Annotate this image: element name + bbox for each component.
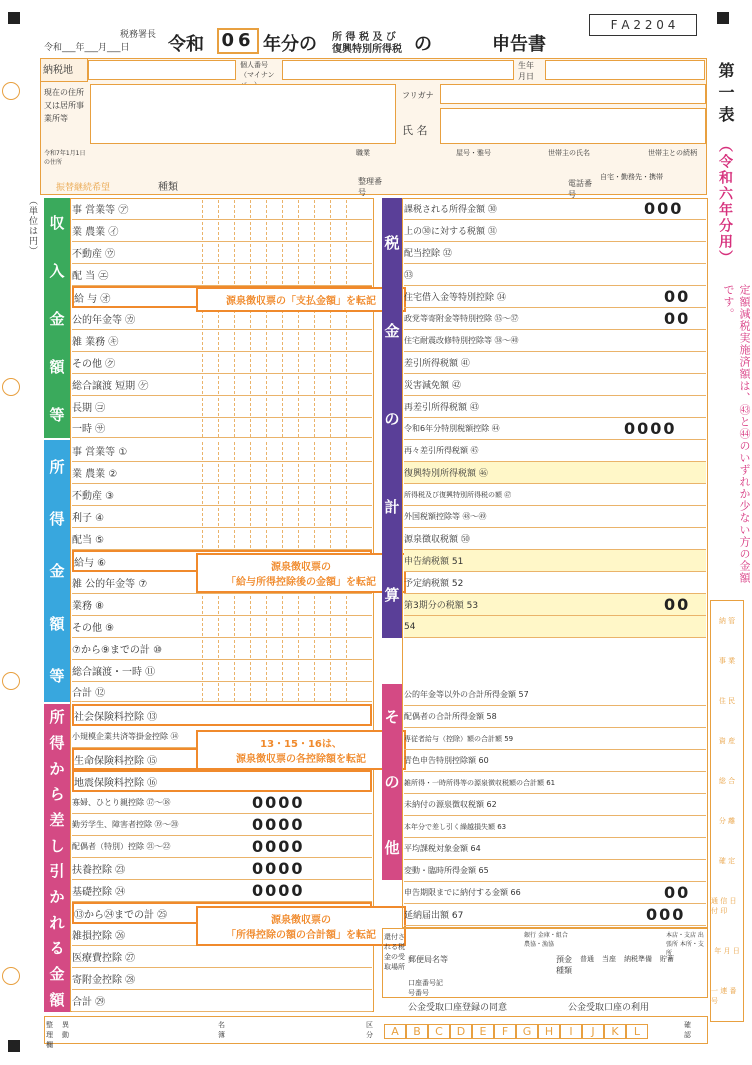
sonota-band: そ の 他	[382, 684, 402, 880]
zero-digits: 00	[664, 309, 691, 328]
kojo-row[interactable]: 雑損控除 ㉖	[72, 924, 372, 946]
registration-mark-tl	[8, 12, 20, 24]
zeikin-row[interactable]: 予定納税額 52	[404, 572, 706, 594]
zeikin-row[interactable]: 災害減免額 ㊷	[404, 374, 706, 396]
furigana-field[interactable]	[440, 84, 706, 104]
zero-digits: 0000	[252, 881, 305, 900]
shotoku-row[interactable]: 雑 公的年金等 ⑦	[72, 572, 372, 594]
zeikin-row[interactable]: 外国税額控除等 ㊽〜㊾	[404, 506, 706, 528]
kojo-row[interactable]: 基礎控除 ㉔ 0000	[72, 880, 372, 902]
shotoku-band: 所 得 金 額 等	[44, 440, 70, 702]
zeikin-row[interactable]: 54	[404, 616, 706, 638]
kojo-row[interactable]: 生命保険料控除 ⑮	[72, 748, 372, 770]
koza-label: 口座番号記号番号	[408, 979, 443, 997]
callout-payment-amount: 源泉徴収票の「支払金額」を転記	[196, 287, 406, 312]
shotoku-row[interactable]: ⑦から⑨までの計 ⑩	[72, 638, 372, 660]
current-address-field[interactable]	[90, 84, 396, 144]
side-year: （令和六年分用）	[717, 138, 733, 266]
zero-digits: 0000	[252, 837, 305, 856]
income-row[interactable]: その他 ㋗	[72, 352, 372, 374]
shotoku-row[interactable]: その他 ⑨	[72, 616, 372, 638]
phone-label: 電話番号	[568, 179, 592, 199]
zeikin-row[interactable]: 再差引所得税額 ㊸	[404, 396, 706, 418]
zeikin-row[interactable]: 源泉徴収税額 ㊿	[404, 528, 706, 550]
sonota-row[interactable]: 青色申告特別控除額 60	[404, 750, 706, 772]
zero-digits: 0000	[624, 419, 677, 438]
income-row-salary[interactable]: 給 与 ㋔	[72, 286, 372, 308]
income-row[interactable]: 雑 業務 ㋖	[72, 330, 372, 352]
job-label: 職業	[356, 149, 370, 157]
sonota-row[interactable]: 申告期限までに納付する金額 66 00	[404, 882, 706, 904]
sonota-row[interactable]: 雑所得・一時所得等の源泉徴収税額の合計額 61	[404, 772, 706, 794]
kojo-row[interactable]: 社会保険料控除 ⑬	[72, 704, 372, 726]
shotoku-row[interactable]: 事 営業等 ①	[72, 440, 372, 462]
zeikin-row[interactable]: 住宅借入金等特別控除 ㉞ 00	[404, 286, 706, 308]
shotoku-row[interactable]: 業 農業 ②	[72, 462, 372, 484]
koukin-consent[interactable]: 公金受取口座登録の同意	[408, 1003, 508, 1013]
kojo-row[interactable]: ⑬から㉔までの計 ㉕	[72, 902, 372, 924]
registration-mark-tr	[717, 12, 729, 24]
shop-label: 屋号・雅号	[456, 149, 491, 157]
furigana-label: フリガナ	[402, 91, 434, 100]
income-row[interactable]: 事 営業等 ㋐	[72, 198, 372, 220]
tax-office-label: 税務署長	[120, 30, 157, 40]
sonota-row[interactable]: 本年分で差し引く繰越損失額 63	[404, 816, 706, 838]
zero-digits: 000	[644, 199, 684, 218]
birthdate-field[interactable]	[545, 60, 705, 80]
furikae-label: 振替継続希望	[56, 183, 111, 193]
office-strip: 納 管 事 業 住 民 資 産 総 合 分 離 確 定 通 信 日 付 印 年 月 日 一 連 番 号	[710, 600, 744, 1022]
zero-digits: 000	[646, 905, 686, 924]
sonota-row[interactable]: 平均課税対象金額 64	[404, 838, 706, 860]
zeikin-row[interactable]: 所得税及び復興特別所得税の額 ㊼	[404, 484, 706, 506]
name-label: 氏 名	[402, 124, 428, 137]
yokin-types[interactable]: 普通 当座 納税準備 貯蓄	[580, 955, 674, 963]
kojo-row[interactable]: 扶養控除 ㉓ 0000	[72, 858, 372, 880]
shotoku-row[interactable]: 総合譲渡・一時 ⑪	[72, 660, 372, 682]
zero-digits: 00	[664, 287, 691, 306]
zeikin-row[interactable]: 政党等寄附金等特別控除 ㉟〜㊲ 00	[404, 308, 706, 330]
relation-label: 世帯主との続柄	[648, 149, 697, 157]
income-row[interactable]: 公的年金等 ㋕	[72, 308, 372, 330]
unit-label: （単位は円）	[27, 196, 37, 256]
head-label: 世帯主の氏名	[548, 149, 590, 157]
submission-date: 令和___年___月___日	[44, 43, 130, 53]
title-no: の	[414, 34, 432, 55]
zero-digits: 00	[664, 883, 691, 902]
punch-hole	[2, 967, 20, 985]
refund-label: 還付される税金の受取場所	[384, 933, 405, 971]
zeikin-row[interactable]: 第3期分の税額 53 00	[404, 594, 706, 616]
kojo-row[interactable]: 合計 ㉙	[72, 990, 372, 1012]
seiri-label: 整理番号	[358, 177, 382, 197]
ido-label: 異動	[62, 1021, 69, 1039]
zeikin-row[interactable]: 上の㉚に対する税額 ㉛	[404, 220, 706, 242]
meibo-label: 名簿	[218, 1021, 225, 1039]
side-title: 第一表	[716, 62, 735, 128]
tax-year-box[interactable]: 06	[217, 28, 259, 54]
zeikin-row[interactable]: 復興特別所得税額 ㊻	[404, 462, 706, 484]
birthdate-label: 生年月日	[518, 61, 534, 81]
income-row[interactable]: 総合譲渡 短期 ㋘	[72, 374, 372, 396]
kojo-band: 所 得 か ら 差 し 引 か れ る 金 額	[44, 704, 70, 1012]
postal-code-field[interactable]	[88, 60, 236, 80]
name-field[interactable]	[440, 108, 706, 144]
year-suffix: 年分の	[263, 34, 317, 55]
zeikin-row[interactable]: 配当控除 ㉜	[404, 242, 706, 264]
zeikin-row[interactable]: 差引所得税額 ㊶	[404, 352, 706, 374]
phone-type: 自宅・勤務先・携帯	[600, 173, 663, 181]
shotoku-row[interactable]: 配当 ⑤	[72, 528, 372, 550]
kojo-row[interactable]: 寄附金控除 ㉘	[72, 968, 372, 990]
zeikin-band: 税 金 の 計 算	[382, 198, 402, 638]
yokin-label: 預金種類	[556, 955, 572, 975]
income-row[interactable]: 配 当 ㋓	[72, 264, 372, 286]
zeikin-row[interactable]: 住宅耐震改修特別控除等 ㊳〜㊵	[404, 330, 706, 352]
shotoku-row[interactable]: 業務 ⑧	[72, 594, 372, 616]
income-row[interactable]: 長期 ㋙	[72, 396, 372, 418]
bank-label: 銀行 金庫・組合 農協・漁協	[524, 932, 568, 948]
kojo-row[interactable]: 地震保険料控除 ⑯	[72, 770, 372, 792]
zero-digits: 0000	[252, 815, 305, 834]
kojo-row[interactable]: 小規模企業共済等掛金控除 ⑭	[72, 726, 372, 748]
zero-digits: 0000	[252, 793, 305, 812]
kojo-row[interactable]: 勤労学生、障害者控除 ⑲〜⑳ 0000	[72, 814, 372, 836]
kakunin-label: 確認	[684, 1021, 691, 1039]
punch-hole	[2, 82, 20, 100]
tax-type-line2: 復興特別所得税	[332, 44, 402, 55]
shotoku-row[interactable]: 合計 ⑫	[72, 682, 372, 702]
kind-label: 種類	[158, 182, 178, 193]
koukin-use[interactable]: 公金受取口座の利用	[568, 1003, 650, 1013]
kojo-row[interactable]: 寡婦、ひとり親控除 ⑰〜⑱ 0000	[72, 792, 372, 814]
current-address-label: 現在の住所又は居所事業所等	[44, 88, 84, 123]
shotoku-row[interactable]: 不動産 ③	[72, 484, 372, 506]
sonota-row[interactable]: 延納届出額 67 000	[404, 904, 706, 926]
page-title: 申告書	[492, 34, 546, 55]
kojo-row[interactable]: 医療費控除 ㉗	[72, 946, 372, 968]
form-code: F A 2 2 0 4	[589, 14, 697, 36]
zeikin-row[interactable]: 課税される所得金額 ㉚ 000	[404, 198, 706, 220]
address-label: 納税地	[40, 58, 88, 82]
income-row[interactable]: 一時 ㋚	[72, 418, 372, 438]
sonota-row[interactable]: 配偶者の合計所得金額 58	[404, 706, 706, 728]
sonota-row[interactable]: 専従者給与（控除）額の合計額 59	[404, 728, 706, 750]
punch-hole	[2, 378, 20, 396]
zeikin-row[interactable]: ㉝	[404, 264, 706, 286]
registration-mark-bl	[8, 1040, 20, 1052]
yubin-label: 郵便局名等	[408, 955, 448, 964]
callout-salary-income: 源泉徴収票の 「給与所得控除後の金額」を転記	[196, 553, 406, 593]
sonota-row[interactable]: 変動・臨時所得金額 65	[404, 860, 706, 882]
sonota-row[interactable]: 公的年金等以外の合計所得金額 57	[404, 684, 706, 706]
jan1-address-label: 令和7年1月1日の住所	[44, 150, 86, 166]
kubun-label: 区分	[366, 1021, 373, 1039]
mynumber-label: 個人番号（マイナン	[240, 61, 275, 79]
income-row[interactable]: 業 農業 ㋑	[72, 220, 372, 242]
zero-digits: 00	[664, 595, 691, 614]
shotoku-row-salary[interactable]: 給与 ⑥	[72, 550, 372, 572]
seiri-strip-label: 整理欄	[46, 1021, 53, 1049]
sonota-row[interactable]: 未納付の源泉徴収税額 62	[404, 794, 706, 816]
reiwa-label: 令和	[168, 34, 204, 55]
kubun-letters[interactable]: A B C D E F G H I J K L	[384, 1024, 648, 1039]
zeikin-row[interactable]: 再々差引所得税額 ㊺	[404, 440, 706, 462]
callout-deductions: 13・15・16は、 源泉徴収票の各控除額を転記	[196, 730, 406, 770]
tax-type-line1: 所 得 税 及 び	[332, 32, 396, 43]
income-row[interactable]: 不動産 ㋒	[72, 242, 372, 264]
mynumber-field[interactable]	[282, 60, 514, 80]
reduction-note: 定額減税実施済額は、㊸と㊹のいずれか少ない方の金額です。	[722, 284, 751, 584]
punch-hole	[2, 672, 20, 690]
zero-digits: 0000	[252, 859, 305, 878]
shotoku-row[interactable]: 利子 ④	[72, 506, 372, 528]
zeikin-row[interactable]: 申告納税額 51	[404, 550, 706, 572]
branch-label: 本店・支店 出張所 本所・支所	[666, 932, 704, 957]
kojo-row[interactable]: 配偶者（特別）控除 ㉑〜㉒ 0000	[72, 836, 372, 858]
callout-deduction-total: 源泉徴収票の 「所得控除の額の合計額」を転記	[196, 906, 406, 946]
income-band: 収 入 金 額 等	[44, 198, 70, 438]
zeikin-row[interactable]: 令和6年分特別税額控除 ㊹ 0000	[404, 418, 706, 440]
